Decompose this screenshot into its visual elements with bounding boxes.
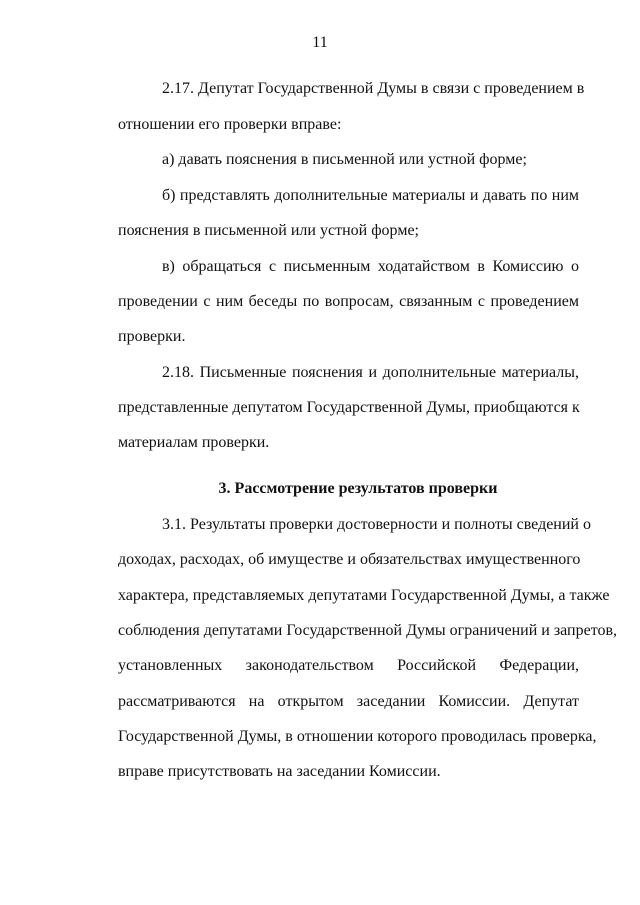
paragraph-3-1-line-3: характера, представляемых депутатами Государственной Думы, а также [118,587,610,604]
section-3-heading: 3. Рассмотрение результатов проверки [218,480,498,497]
page-number: 11 [312,34,328,51]
paragraph-3-1-line-5: установленных законодательством Российской Федерации, [118,657,579,674]
item-v-line-1: в) обращаться с письменным ходатайством в Комиссию о [162,258,579,275]
paragraph-3-1-line-4: соблюдения депутатами Государственной Думы ограничений и запретов, [118,622,618,639]
paragraph-3-1-line-7: Государственной Думы, в отношении которого проводилась проверка, [118,728,597,745]
paragraph-2-18-line-2: представленные депутатом Государственной Думы, приобщаются к [118,399,580,416]
item-b-line-2: пояснения в письменной или устной форме; [118,222,419,239]
paragraph-2-17-line-1: 2.17. Депутат Государственной Думы в связи с проведением в [162,80,585,97]
paragraph-3-1-line-6: рассматриваются на открытом заседании Комиссии. Депутат [118,693,579,710]
paragraph-2-18-line-3: материалам проверки. [118,434,270,451]
item-v-line-3: проверки. [118,328,186,345]
paragraph-3-1-line-1: 3.1. Результаты проверки достоверности и полноты сведений о [162,516,591,533]
paragraph-2-17-line-2: отношении его проверки вправе: [118,116,342,133]
item-b-line-1: б) представлять дополнительные материалы и давать по ним [162,187,579,204]
item-a-line-1: а) давать пояснения в письменной или устной форме; [162,151,527,168]
item-v-line-2: проведении с ним беседы по вопросам, связанным с проведением [118,293,579,310]
paragraph-2-18-line-1: 2.18. Письменные пояснения и дополнительные материалы, [162,364,579,381]
paragraph-3-1-line-2: доходах, расходах, об имуществе и обязательствах имущественного [118,551,581,568]
paragraph-3-1-line-8: вправе присутствовать на заседании Комиссии. [118,763,441,780]
